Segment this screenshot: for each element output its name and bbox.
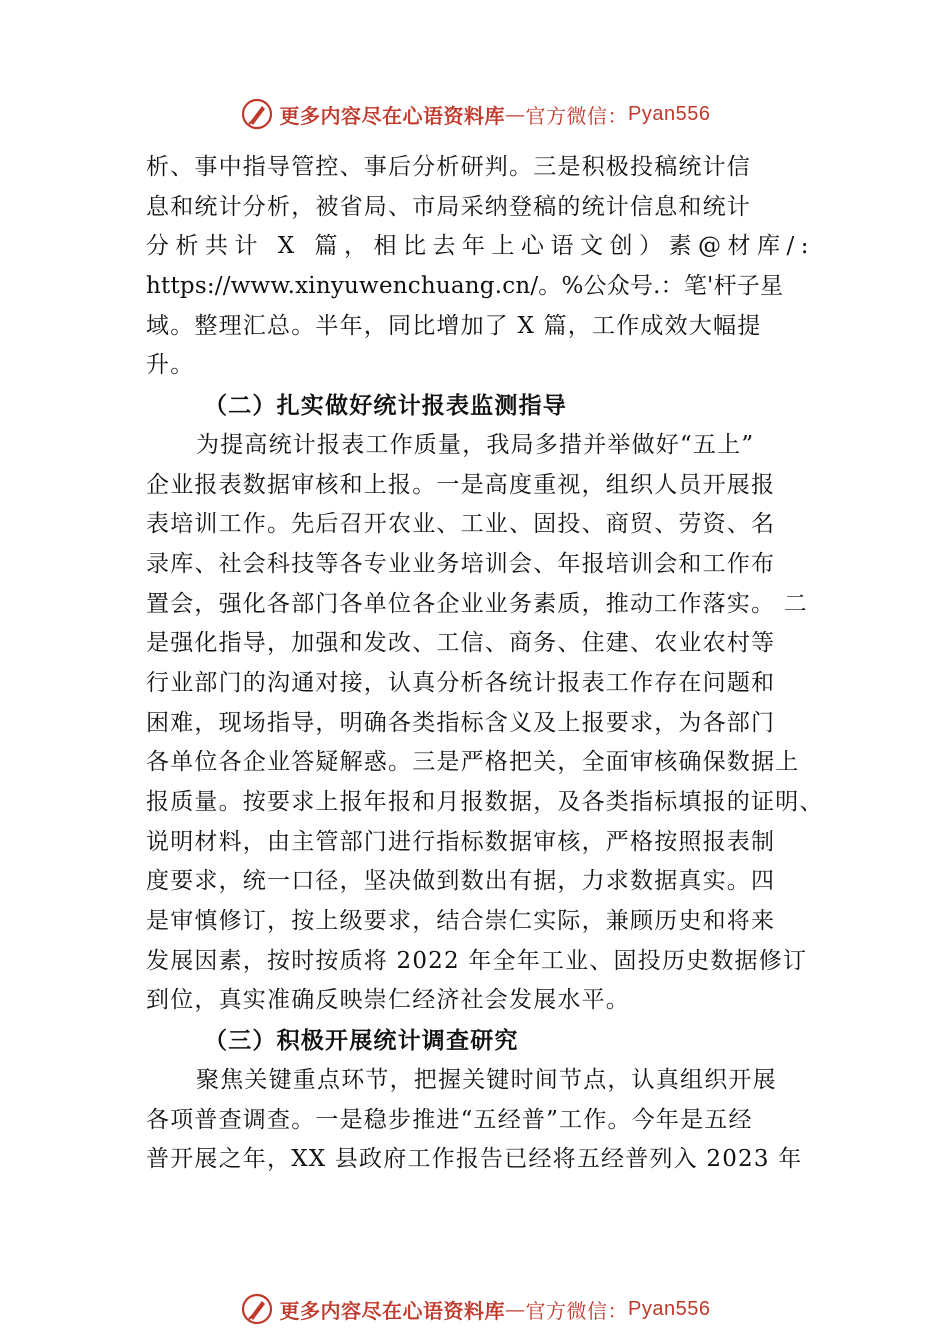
banner-separator: — (505, 102, 526, 126)
pen-nib-seal-icon (240, 97, 274, 131)
document-body (146, 148, 836, 1180)
body-line: 是强化指导，加强和发改、工信、商务、住建、农业农村等 (146, 630, 776, 657)
body-line: 各单位各企业答疑解惑。三是严格把关，全面审核确保数据上 (146, 749, 800, 776)
body-line: 各项普查调查。一是稳步推进“五经普”工作。今年是五经 (146, 1106, 753, 1133)
body-line: 企业报表数据审核和上报。一是高度重视，组织人员开展报 (146, 471, 776, 498)
body-line: 报质量。按要求上报年报和月报数据，及各类指标填报的证明、 (146, 789, 824, 815)
banner-brand: 更多内容尽在心语资料库 (279, 1298, 506, 1323)
banner-brand: 更多内容尽在心语资料库 (279, 103, 506, 128)
body-line: 表培训工作。先后召开农业、工业、固投、商贸、劳资、名 (146, 511, 776, 538)
body-line: 到位，真实准确反映崇仁经济社会发展水平。 (146, 987, 630, 1014)
body-line: 升。 (146, 352, 195, 379)
body-line: 聚焦关键重点环节，把握关键时间节点，认真组织开展 (196, 1066, 777, 1093)
pen-nib-seal-icon (240, 1292, 274, 1326)
body-line: 困难，现场指导，明确各类指标含义及上报要求，为各部门 (146, 709, 776, 736)
body-line: 息和统计分析，被省局、市局采纳登稿的统计信息和统计 (146, 193, 751, 220)
body-line: 录库、社会科技等各专业业务培训会、年报培训会和工作布 (146, 550, 776, 577)
body-line: 置会，强化各部门各单位各企业业务素质，推动工作落实。 二 (146, 590, 808, 617)
body-line: 发展因素，按时按质将 2022 年全年工业、固投历史数据修订 (146, 947, 808, 974)
body-line: 说明材料，由主管部门进行指标数据审核，严格按照报表制 (146, 828, 776, 855)
banner-wechat-label: 官方微信： (525, 1298, 629, 1323)
banner-handle: Pyan556 (628, 1297, 711, 1320)
header-banner (0, 94, 950, 134)
body-line: 分析共计 X 篇，相比去年上心语文创）素@材库/: (146, 233, 815, 260)
body-line: 域。整理汇总。半年，同比增加了 X 篇，工作成效大幅提 (146, 312, 762, 339)
body-line: https://www.xinyuwenchuang.cn/。%公众号.：笔'杆子星 (146, 273, 784, 300)
section-heading: （二）扎实做好统计报表监测指导 (204, 392, 567, 420)
body-line: 析、事中指导管控、事后分析研判。三是积极投稿统计信 (146, 154, 751, 180)
banner-wechat-label: 官方微信： (525, 103, 629, 128)
body-line: 度要求，统一口径，坚决做到数出有据，力求数据真实。四 (146, 868, 776, 895)
footer-banner (0, 1289, 950, 1329)
banner-separator: — (505, 1297, 526, 1321)
body-line: 为提高统计报表工作质量，我局多措并举做好“五上” (196, 431, 755, 458)
banner-handle: Pyan556 (628, 102, 711, 125)
body-line: 普开展之年，XX 县政府工作报告已经将五经普列入 2023 年 (146, 1146, 803, 1173)
body-line: 行业部门的沟通对接，认真分析各统计报表工作存在问题和 (146, 669, 776, 696)
section-heading: （三）积极开展统计调查研究 (204, 1027, 519, 1055)
body-line: 是审慎修订，按上级要求，结合崇仁实际，兼顾历史和将来 (146, 908, 776, 935)
